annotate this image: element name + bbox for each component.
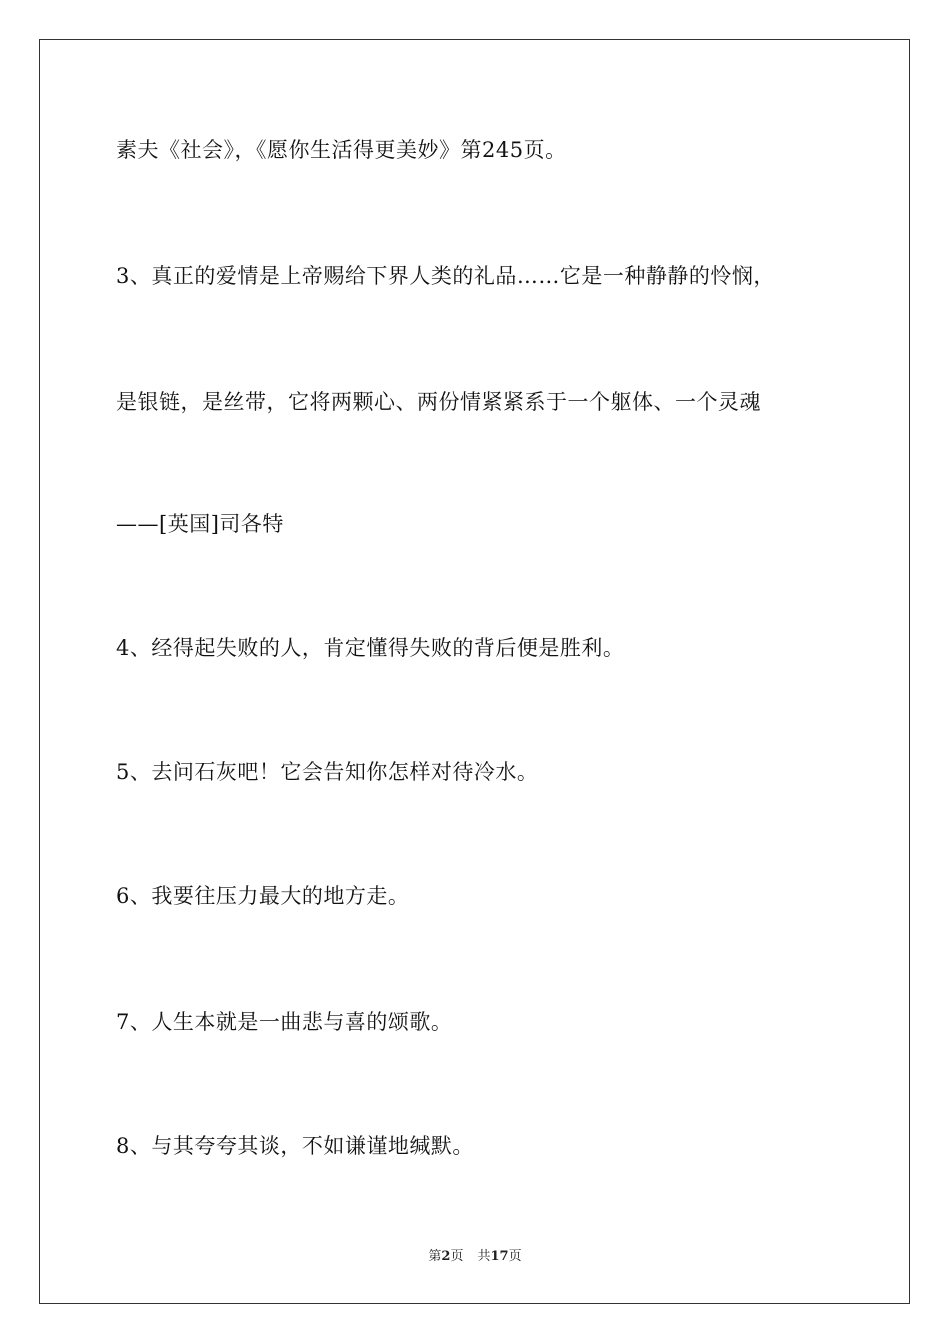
footer-page-prefix: 第 [428,1249,442,1264]
text-line-1: 素夫《社会》，《愿你生活得更美妙》第245页。 [116,138,567,162]
text-line-9: 8、与其夸夸其谈，不如谦谨地缄默。 [116,1134,474,1158]
text-line-8: 7、人生本就是一曲悲与喜的颂歌。 [116,1010,453,1034]
footer-total-prefix: 共 [477,1249,491,1264]
page-footer [0,1248,950,1266]
page-border [39,39,910,1304]
text-line-7: 6、我要往压力最大的地方走。 [116,884,410,908]
footer-page-number: 2 [441,1249,451,1264]
footer-total-suffix: 页 [508,1249,522,1264]
footer-page-suffix: 页 [450,1249,464,1264]
text-line-4: ——[英国]司各特 [116,512,284,536]
text-line-6: 5、去问石灰吧！它会告知你怎样对待冷水。 [116,760,539,784]
text-line-5: 4、经得起失败的人，肯定懂得失败的背后便是胜利。 [116,636,625,660]
text-line-3: 是银链，是丝带，它将两颗心、两份情紧紧系于一个躯体、一个灵魂 [116,390,761,414]
footer-total-pages: 17 [490,1249,509,1264]
text-line-2: 3、真正的爱情是上帝赐给下界人类的礼品……它是一种静静的怜悯， [116,264,775,288]
